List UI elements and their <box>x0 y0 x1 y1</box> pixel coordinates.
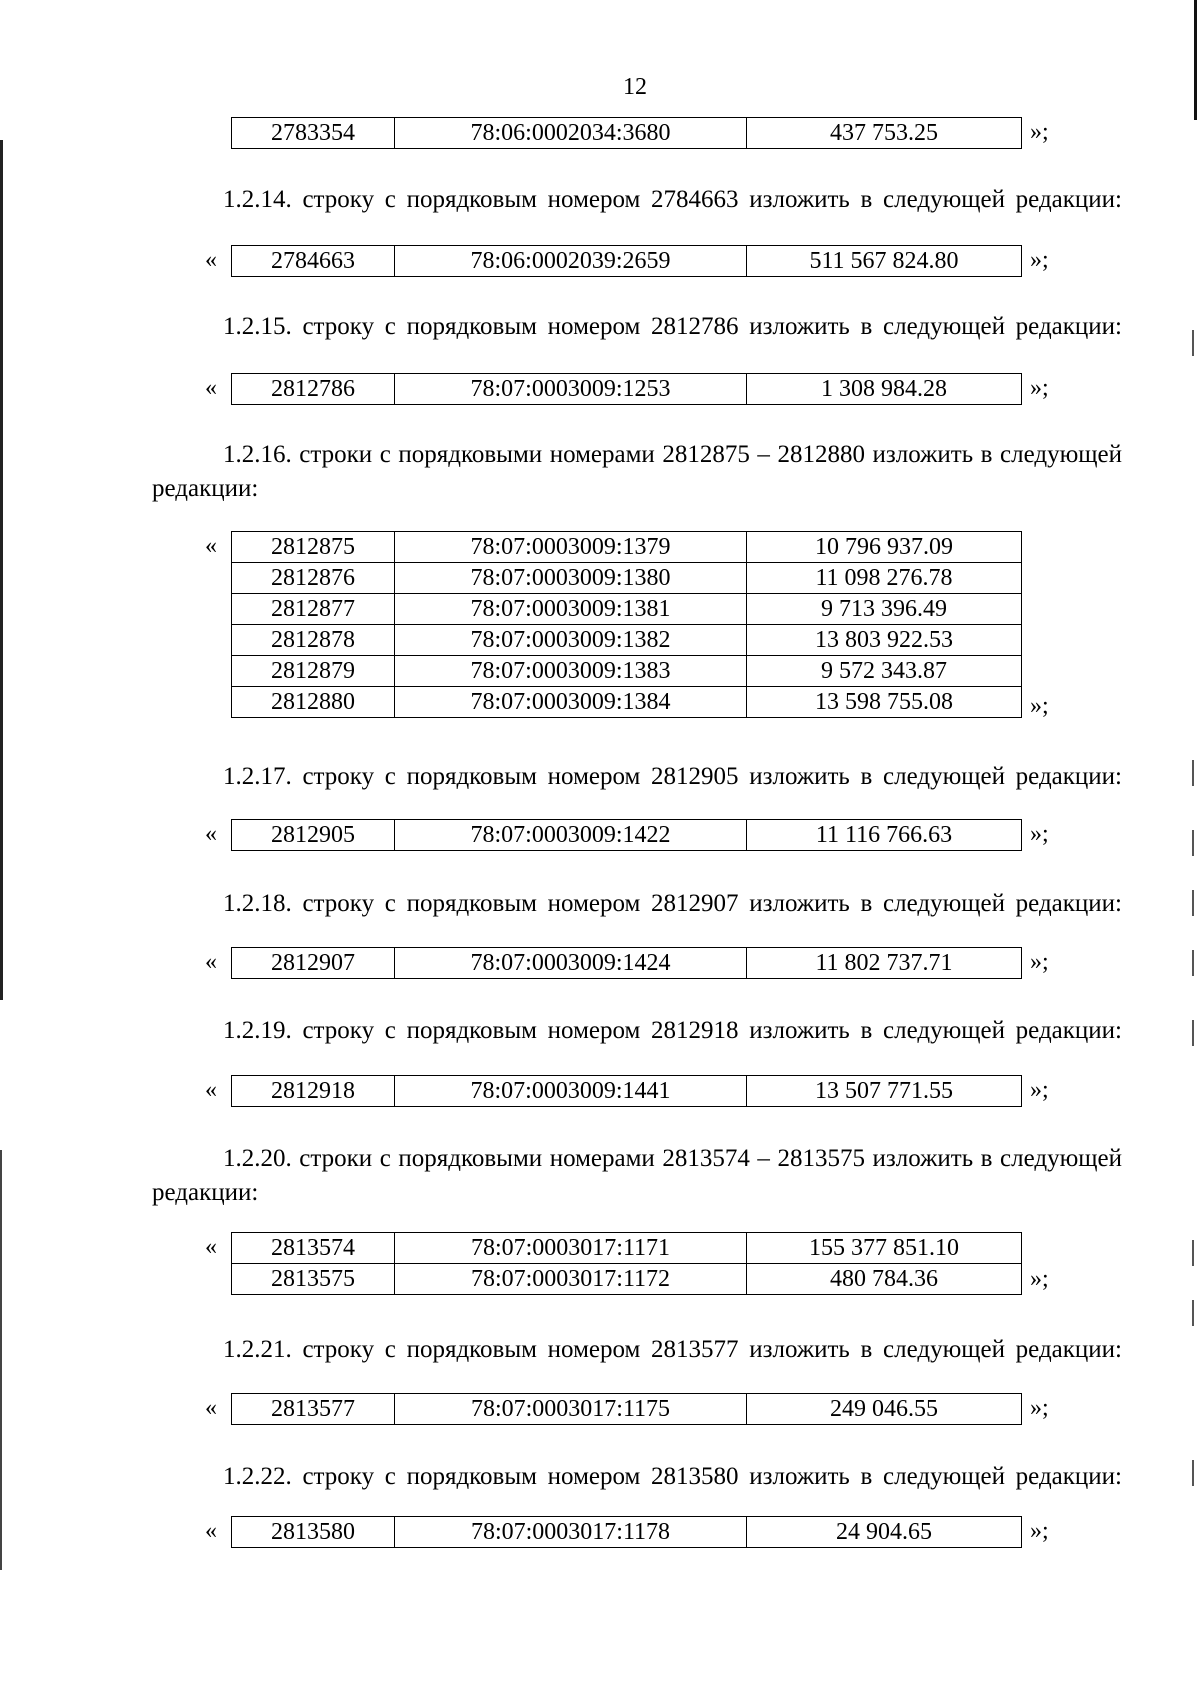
data-table <box>231 1075 1022 1107</box>
row-number-cell: 2812880 <box>232 687 395 718</box>
table-row <box>232 1517 1022 1548</box>
scan-artifact <box>1192 760 1194 786</box>
data-table <box>231 531 1022 718</box>
scan-edge <box>1194 0 1197 120</box>
cadastral-number-cell: 78:07:0003009:1384 <box>395 687 747 718</box>
scan-edge <box>0 1150 2 1570</box>
value-cell: 24 904.65 <box>747 1517 1022 1548</box>
scan-artifact <box>1192 1460 1194 1486</box>
value-cell: 13 507 771.55 <box>747 1076 1022 1107</box>
cadastral-number-cell: 78:07:0003017:1175 <box>395 1394 747 1425</box>
value-cell: 1 308 984.28 <box>747 374 1022 405</box>
row-number-cell: 2812876 <box>232 563 395 594</box>
page-number: 12 <box>623 74 647 100</box>
row-number-cell: 2812878 <box>232 625 395 656</box>
data-table <box>231 1516 1022 1548</box>
table-row <box>232 118 1022 149</box>
amendment-paragraph: 1.2.16. строки с порядковыми номерами 2812875 – 2812880 изложить в следующей редакции: <box>152 441 1122 502</box>
cadastral-number-cell: 78:07:0003017:1171 <box>395 1233 747 1264</box>
amendment-paragraph: 1.2.18. строку с порядковым номером 2812907 изложить в следующей редакции: <box>223 890 1122 917</box>
row-number-cell: 2784663 <box>232 246 395 277</box>
closing-quote: »; <box>1030 949 1049 975</box>
table-row <box>232 1233 1022 1264</box>
cadastral-number-cell: 78:07:0003009:1380 <box>395 563 747 594</box>
row-number-cell: 2813574 <box>232 1233 395 1264</box>
cadastral-number-cell: 78:07:0003009:1382 <box>395 625 747 656</box>
row-number-cell: 2812786 <box>232 374 395 405</box>
value-cell: 249 046.55 <box>747 1394 1022 1425</box>
data-table <box>231 373 1022 405</box>
table-row <box>232 820 1022 851</box>
row-number-cell: 2812907 <box>232 948 395 979</box>
closing-quote: »; <box>1030 1518 1049 1544</box>
scan-artifact <box>1192 890 1194 916</box>
cadastral-number-cell: 78:07:0003017:1172 <box>395 1264 747 1295</box>
opening-quote: « <box>205 949 217 975</box>
table-row <box>232 1076 1022 1107</box>
opening-quote: « <box>205 821 217 847</box>
cadastral-number-cell: 78:07:0003009:1424 <box>395 948 747 979</box>
value-cell: 437 753.25 <box>747 118 1022 149</box>
table-row <box>232 1394 1022 1425</box>
scan-artifact <box>1192 950 1194 976</box>
value-cell: 9 713 396.49 <box>747 594 1022 625</box>
scan-artifact <box>1192 330 1194 356</box>
value-cell: 480 784.36 <box>747 1264 1022 1295</box>
data-table <box>231 947 1022 979</box>
table-row <box>232 656 1022 687</box>
row-number-cell: 2812905 <box>232 820 395 851</box>
value-cell: 11 098 276.78 <box>747 563 1022 594</box>
closing-quote: »; <box>1030 693 1049 719</box>
closing-quote: »; <box>1030 119 1049 145</box>
opening-quote: « <box>205 1234 217 1260</box>
opening-quote: « <box>205 1518 217 1544</box>
data-table <box>231 1232 1022 1295</box>
data-table <box>231 117 1022 149</box>
scan-artifact <box>1192 830 1194 856</box>
data-table <box>231 1393 1022 1425</box>
amendment-paragraph: 1.2.15. строку с порядковым номером 2812786 изложить в следующей редакции: <box>223 313 1122 340</box>
table-row <box>232 687 1022 718</box>
amendment-paragraph: 1.2.17. строку с порядковым номером 2812905 изложить в следующей редакции: <box>223 763 1122 790</box>
data-table <box>231 245 1022 277</box>
row-number-cell: 2813575 <box>232 1264 395 1295</box>
value-cell: 10 796 937.09 <box>747 532 1022 563</box>
cadastral-number-cell: 78:06:0002034:3680 <box>395 118 747 149</box>
scan-artifact <box>1192 1240 1194 1266</box>
cadastral-number-cell: 78:07:0003009:1379 <box>395 532 747 563</box>
table-row <box>232 532 1022 563</box>
table-row <box>232 594 1022 625</box>
row-number-cell: 2812879 <box>232 656 395 687</box>
cadastral-number-cell: 78:07:0003009:1383 <box>395 656 747 687</box>
closing-quote: »; <box>1030 821 1049 847</box>
row-number-cell: 2783354 <box>232 118 395 149</box>
scan-edge <box>0 140 3 1000</box>
amendment-paragraph: 1.2.19. строку с порядковым номером 2812918 изложить в следующей редакции: <box>223 1017 1122 1044</box>
table-row <box>232 246 1022 277</box>
cadastral-number-cell: 78:07:0003017:1178 <box>395 1517 747 1548</box>
row-number-cell: 2812877 <box>232 594 395 625</box>
closing-quote: »; <box>1030 247 1049 273</box>
amendment-paragraph: 1.2.22. строку с порядковым номером 2813580 изложить в следующей редакции: <box>223 1463 1122 1490</box>
amendment-paragraph: 1.2.21. строку с порядковым номером 2813577 изложить в следующей редакции: <box>223 1336 1122 1363</box>
closing-quote: »; <box>1030 1266 1049 1292</box>
cadastral-number-cell: 78:07:0003009:1422 <box>395 820 747 851</box>
opening-quote: « <box>205 533 217 559</box>
value-cell: 13 803 922.53 <box>747 625 1022 656</box>
cadastral-number-cell: 78:07:0003009:1441 <box>395 1076 747 1107</box>
scan-artifact <box>1192 1020 1194 1046</box>
amendment-paragraph: 1.2.14. строку с порядковым номером 2784663 изложить в следующей редакции: <box>223 186 1122 213</box>
closing-quote: »; <box>1030 375 1049 401</box>
table-row <box>232 374 1022 405</box>
table-row <box>232 625 1022 656</box>
data-table <box>231 819 1022 851</box>
amendment-paragraph: 1.2.20. строки с порядковыми номерами 2813574 – 2813575 изложить в следующей редакции: <box>152 1145 1122 1206</box>
value-cell: 511 567 824.80 <box>747 246 1022 277</box>
table-row <box>232 1264 1022 1295</box>
closing-quote: »; <box>1030 1077 1049 1103</box>
opening-quote: « <box>205 247 217 273</box>
cadastral-number-cell: 78:06:0002039:2659 <box>395 246 747 277</box>
scan-artifact <box>1192 1300 1194 1326</box>
opening-quote: « <box>205 375 217 401</box>
opening-quote: « <box>205 1077 217 1103</box>
opening-quote: « <box>205 1395 217 1421</box>
cadastral-number-cell: 78:07:0003009:1381 <box>395 594 747 625</box>
value-cell: 13 598 755.08 <box>747 687 1022 718</box>
value-cell: 11 802 737.71 <box>747 948 1022 979</box>
value-cell: 9 572 343.87 <box>747 656 1022 687</box>
value-cell: 11 116 766.63 <box>747 820 1022 851</box>
row-number-cell: 2812875 <box>232 532 395 563</box>
value-cell: 155 377 851.10 <box>747 1233 1022 1264</box>
table-row <box>232 948 1022 979</box>
closing-quote: »; <box>1030 1395 1049 1421</box>
table-row <box>232 563 1022 594</box>
cadastral-number-cell: 78:07:0003009:1253 <box>395 374 747 405</box>
row-number-cell: 2813580 <box>232 1517 395 1548</box>
row-number-cell: 2813577 <box>232 1394 395 1425</box>
row-number-cell: 2812918 <box>232 1076 395 1107</box>
